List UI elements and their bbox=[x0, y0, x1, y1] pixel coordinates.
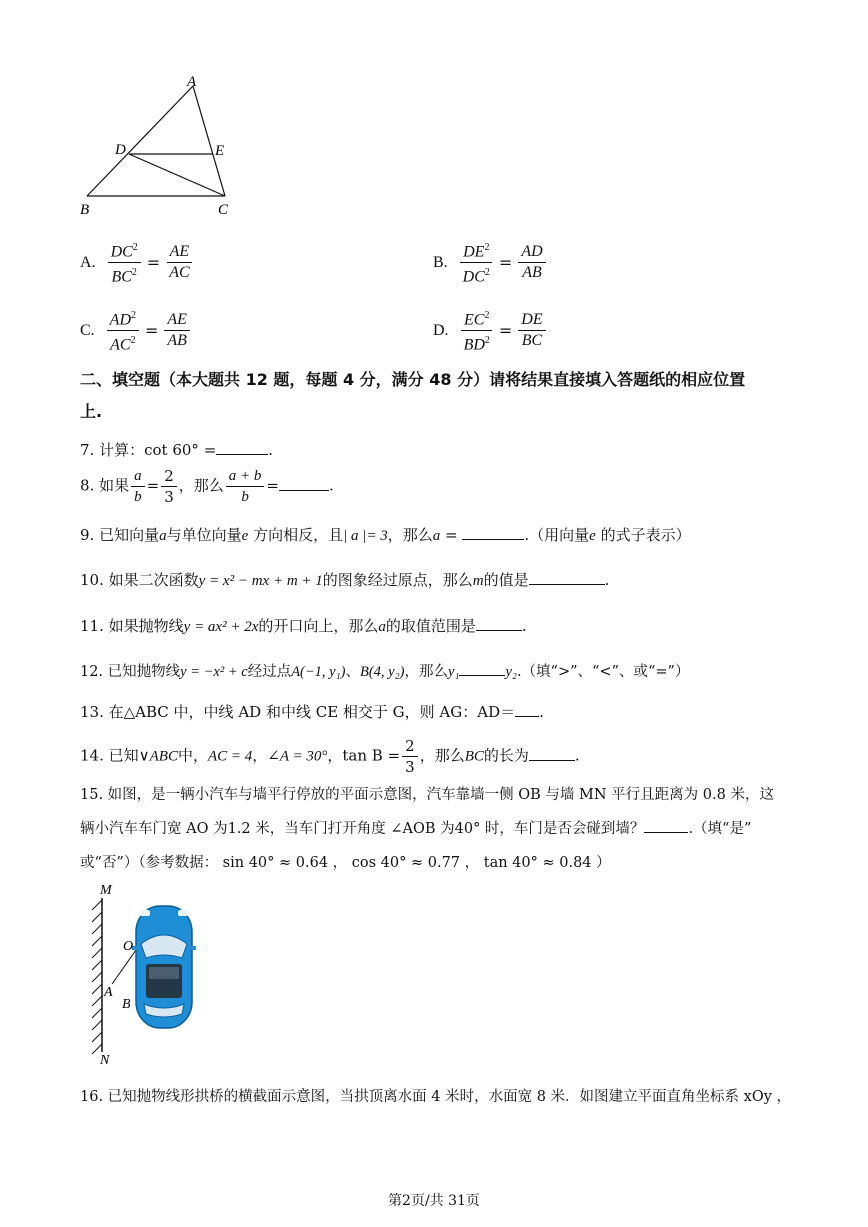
label-C: C bbox=[218, 202, 229, 218]
segment-AC bbox=[193, 86, 225, 196]
car-icon bbox=[132, 906, 196, 1028]
question-11: 11. 如果抛物线y = ax² + 2x的开口向上，那么a的取值范围是 . bbox=[80, 614, 527, 638]
question-13: 13. 在△ABC 中，中线 AD 和中线 CE 相交于 G，则 AG：AD＝ . bbox=[80, 700, 544, 723]
label-O: O bbox=[123, 939, 134, 954]
label-M: M bbox=[100, 883, 112, 898]
label-B: B bbox=[80, 202, 90, 218]
question-10: 10. 如果二次函数y = x² − mx + m + 1的图象经过原点，那么m的值是 . bbox=[80, 568, 609, 592]
option-d: D. $\frac{EC^2}{BD^2}$ = $\frac{DE}{BC}$ bbox=[433, 306, 548, 356]
segment-AB bbox=[87, 86, 193, 196]
question-9: 9. 已知向量a与单位向量e 方向相反，且| a |= 3，那么a = .（用向量e 的式子表示） bbox=[80, 523, 691, 547]
label-D: D bbox=[115, 142, 126, 158]
question-7: 7. 计算：cot 60° = . bbox=[80, 438, 273, 461]
option-a: A. $\frac{DC^2}{BC^2}$ = $\frac{AE}{AC}$ bbox=[80, 238, 195, 288]
label-A: A bbox=[187, 74, 197, 90]
question-8: 8. 如果 $\frac{a}{b}$ = $\frac{2}{3}$ ，那么 $\frac{a + b}{b}$ = . bbox=[80, 467, 334, 506]
section-heading: 二、填空题（本大题共 12 题，每题 4 分，满分 48 分）请将结果直接填入答题纸的相应位置 上. bbox=[80, 370, 746, 421]
option-c: C. $\frac{AD^2}{AC^2}$ = $\frac{AE}{AB}$ bbox=[80, 306, 192, 356]
label-E: E bbox=[215, 143, 225, 159]
segment-DC bbox=[129, 154, 225, 196]
question-15: 15. 如图，是一辆小汽车与墙平行停放的平面示意图，汽车靠墙一侧 OB 与墙 MN 平行且距离为 0.8 米，这 辆小汽车车门宽 AO 为1.2 米，当车门打开角度 ∠AOB 为40° 时，车门是否会碰到墙？ .（填“是” 或“否”）（参考数据： sin 40° ≈ 0.64 ， cos 40° ≈ 0.77 ， tan 40° ≈ 0.84 ） bbox=[80, 787, 774, 871]
triangle-figure bbox=[75, 72, 245, 222]
question-12: 12. 已知抛物线y = −x² + c经过点A(−1, y₁)、B(4, y₂)，那么y₁ y₂.（填“>”、“<”、或“=”） bbox=[80, 659, 689, 683]
wall-hatching bbox=[92, 900, 102, 1054]
label-A-fig2: A bbox=[104, 985, 113, 1000]
page-footer: 第2页/共 31页 bbox=[388, 1193, 480, 1209]
question-16: 16. 已知抛物线形拱桥的横截面示意图，当拱顶离水面 4 米时，水面宽 8 米．如图建立平面直角坐标系 xOy ， bbox=[80, 1089, 792, 1105]
label-B-fig2: B bbox=[122, 997, 131, 1012]
door-OA bbox=[112, 950, 136, 984]
label-N: N bbox=[100, 1053, 110, 1068]
question-14: 14. 已知∨ABC中，AC = 4，∠A = 30°，tan B = $\frac{2}{3}$ ，那么BC的长为 . bbox=[80, 737, 580, 776]
car-wall-figure bbox=[78, 880, 208, 1070]
option-b: B. $\frac{DE^2}{DC^2}$ = $\frac{AD}{AB}$ bbox=[433, 238, 548, 288]
